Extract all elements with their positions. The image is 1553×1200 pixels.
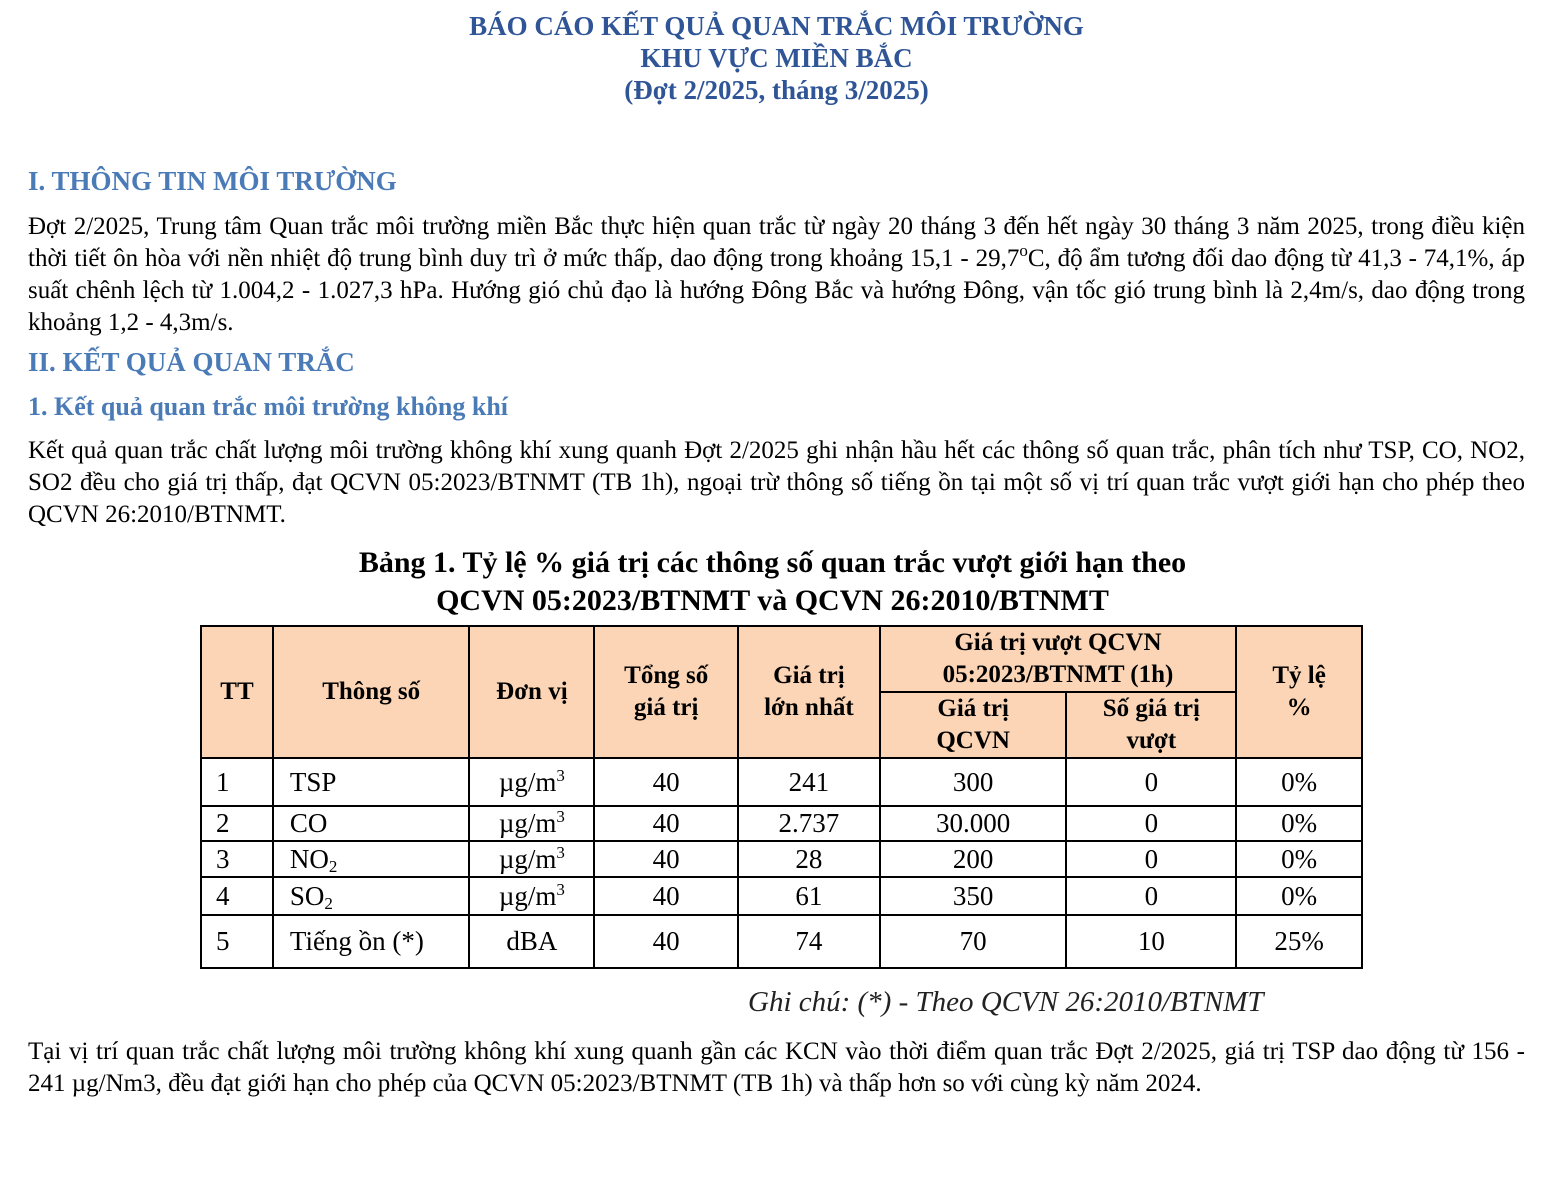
table1-note: Ghi chú: (*) - Theo QCVN 26:2010/BTNMT [748,986,1264,1018]
param-subscript: 2 [324,893,333,913]
cell-max: 61 [738,877,880,915]
param-name: TSP [289,766,337,797]
cell-ratio: 0% [1236,877,1362,915]
cell-max: 2.737 [738,806,880,841]
unit-text: µg/m [498,880,557,911]
section2-heading: II. KẾT QUẢ QUAN TRẮC [28,347,355,377]
cell-unit [469,758,594,806]
unit-text: µg/m [498,766,557,797]
header-exceed-line2: 05:2023/BTNMT (1h) [942,661,1174,688]
cell-max: 241 [738,758,880,806]
report-title-line2: KHU VỰC MIỀN BẮC [640,43,913,73]
table1-caption [0,544,1545,620]
cell-qcvn: 200 [880,841,1067,877]
header-qcvn-line2: QCVN [936,727,1010,754]
header-ratio [1236,626,1362,758]
cell-total: 40 [594,877,738,915]
header-count-line1: Số giá trị [1102,695,1200,722]
cell-param [273,806,470,841]
header-param: Thông số [273,626,470,758]
cell-tt: 3 [201,841,273,877]
header-ratio-line2: % [1286,694,1312,721]
header-ratio-line1: Tỷ lệ [1272,662,1326,689]
cell-total: 40 [594,915,738,968]
cell-tt: 4 [201,877,273,915]
report-title-line1: BÁO CÁO KẾT QUẢ QUAN TRẮC MÔI TRƯỜNG [469,11,1084,41]
cell-unit [469,806,594,841]
cell-total: 40 [594,841,738,877]
unit-text: µg/m [498,808,557,838]
cell-unit [469,915,594,968]
header-count-line2: vượt [1126,727,1177,754]
header-max [738,626,880,758]
header-max-line1: Giá trị [773,662,845,689]
cell-total: 40 [594,806,738,841]
cell-qcvn: 300 [880,758,1067,806]
unit-text: dBA [506,926,558,956]
param-name: CO [289,808,328,838]
cell-tt: 2 [201,806,273,841]
cell-ratio: 0% [1236,758,1362,806]
cell-param [273,877,470,915]
cell-unit [469,877,594,915]
header-max-line2: lớn nhất [764,694,854,721]
report-title-line3: (Đợt 2/2025, tháng 3/2025) [624,75,929,105]
cell-max: 28 [738,841,880,877]
cell-qcvn: 350 [880,877,1067,915]
cell-count: 0 [1066,877,1236,915]
cell-qcvn: 70 [880,915,1067,968]
report-title [0,10,1553,106]
header-count [1066,692,1236,758]
table-row [201,877,1362,915]
table-row [201,758,1362,806]
cell-ratio: 25% [1236,915,1362,968]
cell-param [273,841,470,877]
cell-ratio: 0% [1236,806,1362,841]
closing-paragraph: Tại vị trí quan trắc chất lượng môi trường không khí xung quanh gần các KCN vào thời điểm quan trắc Đợt 2/2025, giá trị TSP dao động từ 156 - 241 µg/Nm3, đều đạt giới hạn cho phép của QCVN 05:2023/BTNMT (TB 1h) và thấp hơn so với cùng kỳ năm 2024. [28,1038,1525,1097]
table-row [201,806,1362,841]
cell-total: 40 [594,758,738,806]
cell-qcvn: 30.000 [880,806,1067,841]
subsection1-paragraph: Kết quả quan trắc chất lượng môi trường không khí xung quanh Đợt 2/2025 ghi nhận hầu hết các thông số quan trắc, phân tích như TSP, CO, NO2, SO2 đều cho giá trị thấp, đạt QCVN 05:2023/BTNMT (TB 1h), ngoại trừ thông số tiếng ồn tại một số vị trí quan trắc vượt giới hạn cho phép theo QCVN 26:2010/BTNMT. [28,437,1525,528]
table-row [201,841,1362,877]
section1-heading: I. THÔNG TIN MÔI TRƯỜNG [28,166,397,196]
unit-text: µg/m [498,843,557,874]
header-qcvn-line1: Giá trị [937,695,1009,722]
unit-superscript: 3 [556,765,565,785]
table-row [201,915,1362,968]
header-exceed-line1: Giá trị vượt QCVN [954,629,1162,656]
header-qcvn [880,692,1067,758]
subsection1-heading: 1. Kết quả quan trắc môi trường không khí [28,392,509,421]
cell-param [273,758,470,806]
param-name: NO [289,843,329,874]
section1-paragraph: Đợt 2/2025, Trung tâm Quan trắc môi trường miền Bắc thực hiện quan trắc từ ngày 20 tháng 3 đến hết ngày 30 tháng 3 năm 2025, trong điều kiện thời tiết ôn hòa với nền nhiệt độ trung bình duy trì ở mức thấp, dao động trong khoảng 15,1 - 29,7$^o$C, độ ẩm tương đối dao động từ 41,3 - 74,1%, áp suất chênh lệch từ 1.004,2 - 1.027,3 hPa. Hướng gió chủ đạo là hướng Đông Bắc và hướng Đông, vận tốc gió trung bình là 2,4m/s, dao động trong khoảng 1,2 - 4,3m/s. [28,213,1526,336]
header-exceed [880,626,1236,692]
cell-tt: 1 [201,758,273,806]
header-total-line2: giá trị [633,694,699,721]
table1 [200,625,1363,969]
cell-param [273,915,470,968]
header-tt: TT [201,626,273,758]
header-unit: Đơn vị [469,626,594,758]
cell-max: 74 [738,915,880,968]
cell-ratio: 0% [1236,841,1362,877]
table1-caption-line2: QCVN 05:2023/BTNMT và QCVN 26:2010/BTNMT [436,584,1109,617]
cell-count: 0 [1066,841,1236,877]
cell-count: 10 [1066,915,1236,968]
unit-superscript: 3 [556,807,565,826]
table1-caption-line1: Bảng 1. Tỷ lệ % giá trị các thông số quan trắc vượt giới hạn theo [358,546,1187,579]
cell-tt: 5 [201,915,273,968]
param-name: Tiếng ồn (*) [289,926,424,956]
cell-count: 0 [1066,806,1236,841]
param-name: SO [289,880,325,911]
cell-unit [469,841,594,877]
param-subscript: 2 [328,856,338,876]
cell-count: 0 [1066,758,1236,806]
header-total-line1: Tổng số [624,662,709,689]
header-total [594,626,738,758]
unit-superscript: 3 [556,842,565,862]
unit-superscript: 3 [556,879,565,899]
table1-body [201,758,1362,968]
